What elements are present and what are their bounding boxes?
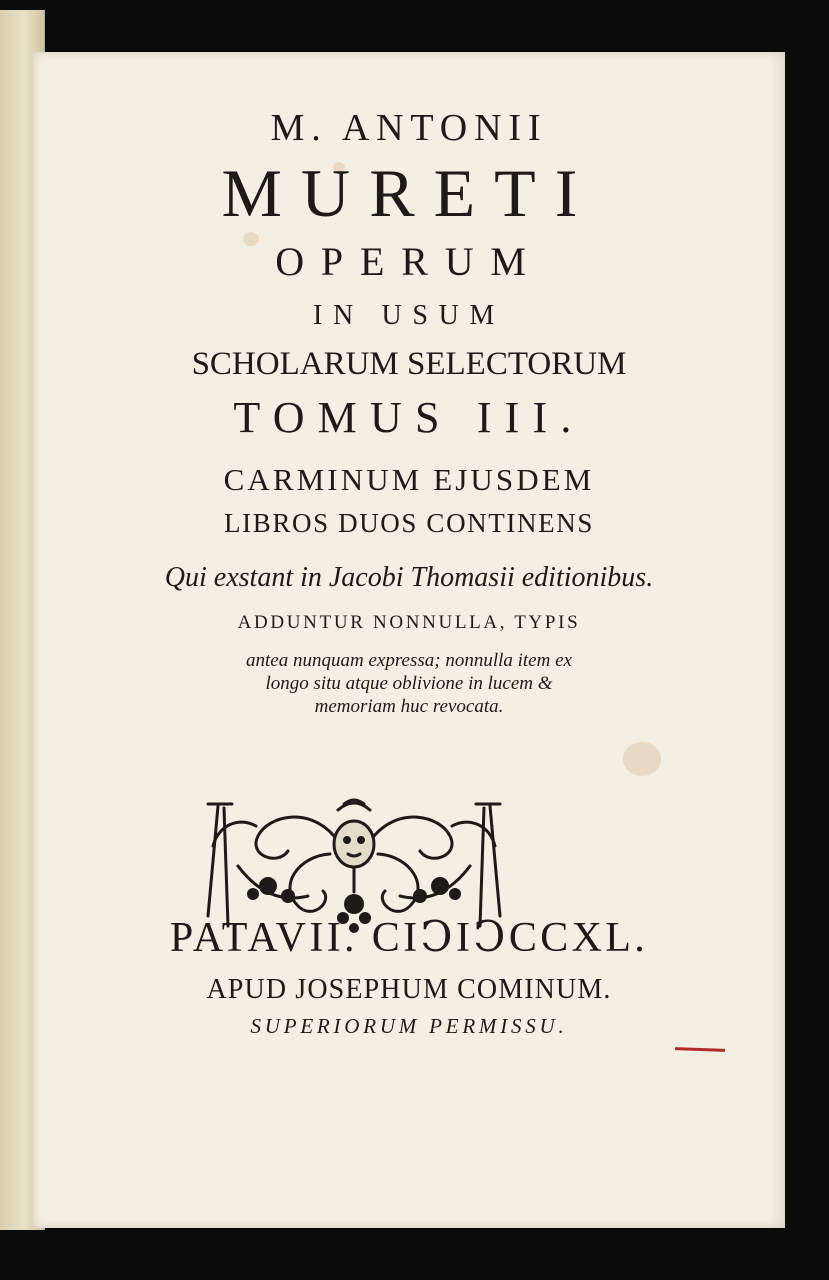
printer-line: APUD JOSEPHUM COMINUM. xyxy=(206,974,612,1005)
qui-exstant-line: Qui exstant in Jacobi Thomasii editionibus. xyxy=(164,562,654,593)
libros-line: LIBROS DUOS CONTINENS xyxy=(223,508,595,538)
title-page xyxy=(33,52,785,1228)
antea-line-3: memoriam huc revocata. xyxy=(314,696,504,717)
antea-line-1: antea nunquam expressa; nonnulla item ex xyxy=(246,650,572,671)
permission-line: SUPERIORUM PERMISSU. xyxy=(250,1014,568,1038)
author-line: M. ANTONII xyxy=(270,107,548,149)
foxing-stain xyxy=(623,742,661,776)
place-date-line: PATAVII. CIↃIↃCCXL. xyxy=(169,915,649,961)
adduntur-line: ADDUNTUR NONNULLA, TYPIS xyxy=(237,612,581,633)
author-name: MURETI xyxy=(221,155,597,231)
carminum-line: CARMINUM EJUSDEM xyxy=(223,462,595,497)
scholarum-line: SCHOLARUM SELECTORUM xyxy=(191,346,627,382)
tomus-line: TOMUS III. xyxy=(233,393,585,442)
operum-line: OPERUM xyxy=(275,239,543,284)
antea-line-2: longo situ atque oblivione in lucem & xyxy=(265,673,553,694)
in-usum-line: IN USUM xyxy=(313,300,505,331)
